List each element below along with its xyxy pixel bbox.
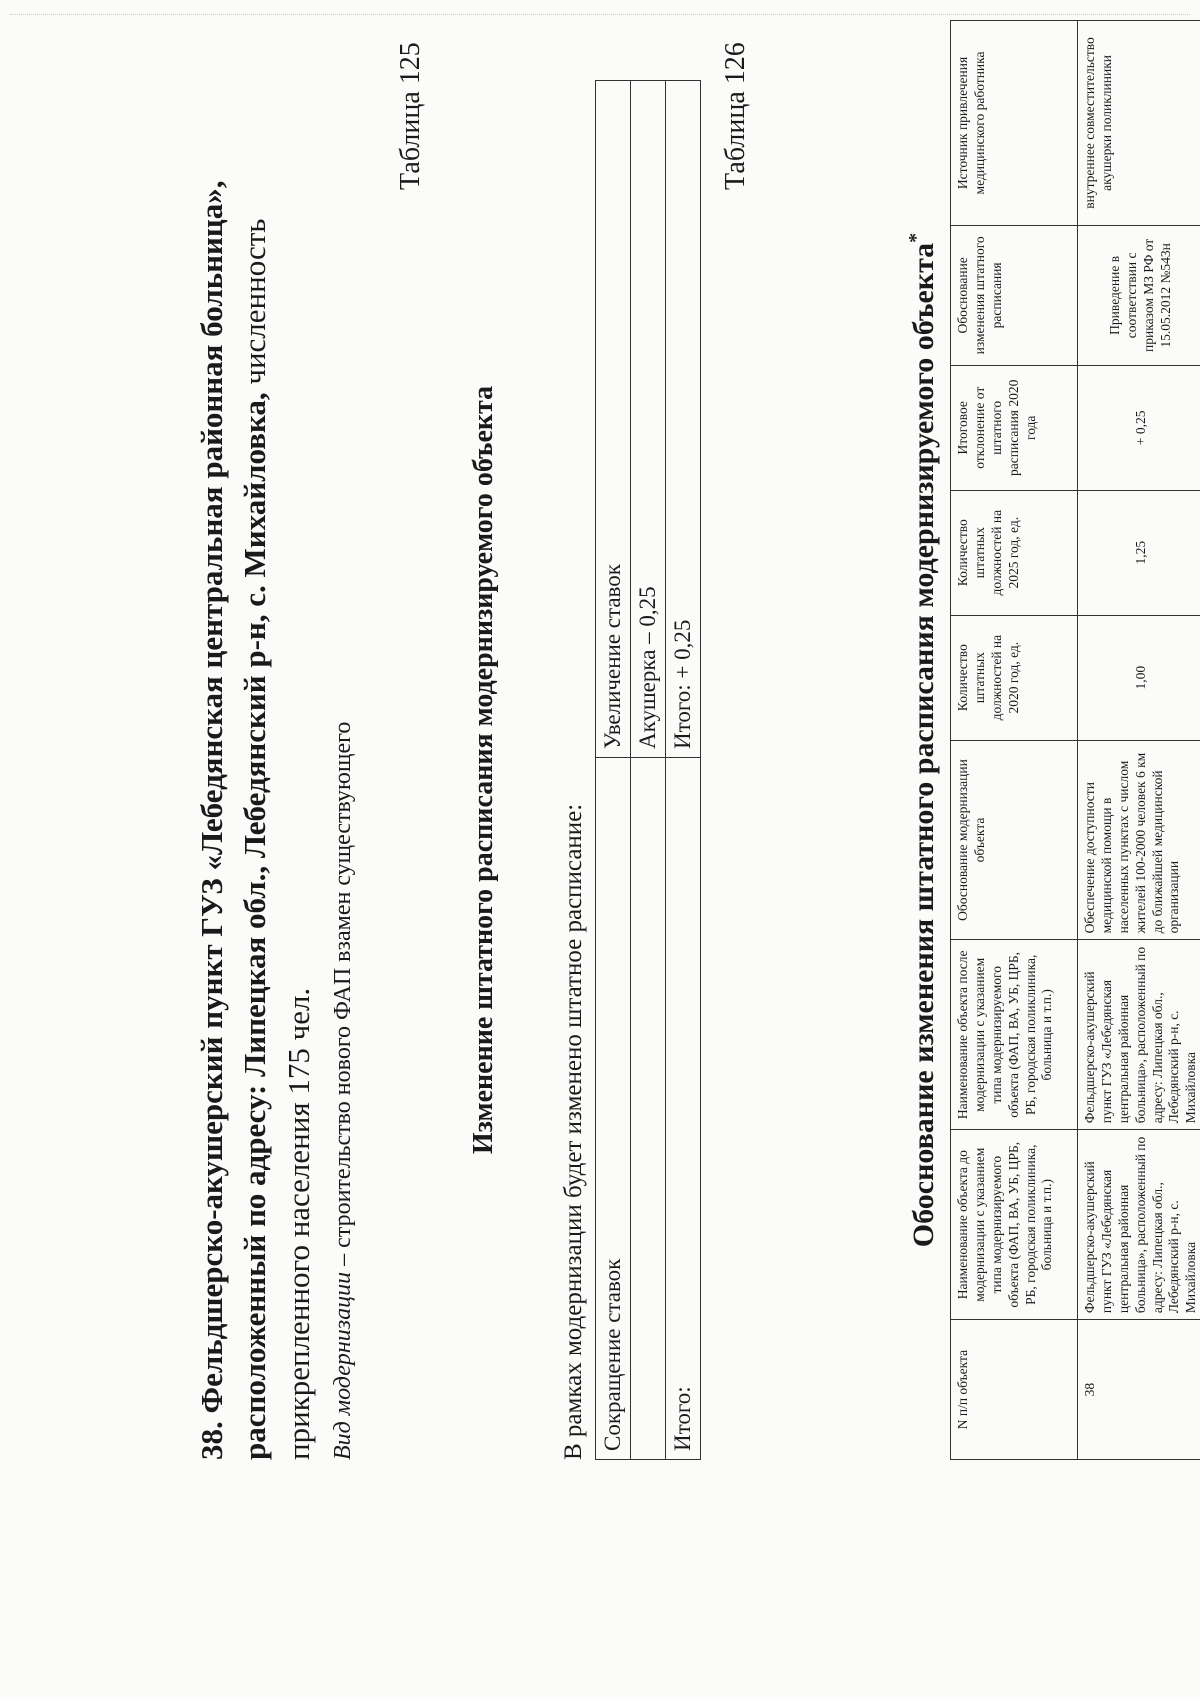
table-row bbox=[631, 81, 666, 1460]
table-header-row bbox=[951, 21, 1078, 1460]
rotated-page bbox=[60, 20, 1199, 1580]
table-125-number: Таблица 125 bbox=[395, 42, 426, 190]
table-125-intro: В рамках модернизации будет изменено штатное расписание: bbox=[560, 803, 587, 1460]
header-cell: N п/п объекта bbox=[951, 1320, 1078, 1460]
header-cell: Обоснование изменения штатного расписания bbox=[951, 225, 1078, 365]
table-cell: 38 bbox=[1078, 1320, 1200, 1460]
modernization-type-label: Вид модернизации bbox=[330, 1271, 356, 1460]
table-cell bbox=[631, 757, 666, 1459]
table-cell: Сокращение ставок bbox=[596, 757, 631, 1459]
header-cell: Источник привлечения медицинского работника bbox=[951, 21, 1078, 226]
staffing-change-table bbox=[595, 80, 701, 1460]
section-title bbox=[190, 20, 320, 1460]
section-title-population: численность прикрепленного населения 175 чел. bbox=[237, 218, 316, 1460]
table-cell: Итого: + 0,25 bbox=[666, 81, 701, 758]
table-cell: + 0,25 bbox=[1078, 365, 1200, 490]
modernization-type-text: – строительство нового ФАП взамен существующего bbox=[330, 721, 356, 1272]
footnote-star: * bbox=[905, 232, 927, 243]
table-cell: Фельдшерско-акушерский пункт ГУЗ «Лебедянская центральная районная больница», расположенный по адресу: Липецкая обл., Лебедянский р-н, с. Михайловка bbox=[1078, 940, 1200, 1130]
header-cell: Количество штатных должностей на 2020 год, ед. bbox=[951, 615, 1078, 740]
table-cell: Фельдшерско-акушерский пункт ГУЗ «Лебедянская центральная районная больница», расположенный по адресу: Липецкая обл., Лебедянский р-н, с. Михайловка bbox=[1078, 1130, 1200, 1320]
table-cell: 1,00 bbox=[1078, 615, 1200, 740]
table-cell: внутреннее совместительство акушерки поликлиники bbox=[1078, 21, 1200, 226]
header-cell: Наименование объекта до модернизации с указанием типа модернизируемого объекта (ФАП, ВА, УБ, ЦРБ, РБ, городская поликлиника, больница и т.п.) bbox=[951, 1130, 1078, 1320]
header-cell: Количество штатных должностей на 2025 год, ед. bbox=[951, 490, 1078, 615]
table-row bbox=[596, 81, 631, 1460]
header-cell: Обоснование модернизации объекта bbox=[951, 740, 1078, 940]
table-row bbox=[1078, 21, 1200, 1460]
table-126-number: Таблица 126 bbox=[720, 42, 751, 190]
section-title-bold: 38. Фельдшерско-акушерский пункт ГУЗ «Лебедянская центральная районная больница», расположенный по адресу: Липецкая обл., Лебедянский р-н, с. Михайловка, bbox=[194, 180, 273, 1460]
table-125-heading: Изменение штатного расписания модернизируемого объекта bbox=[468, 385, 499, 1155]
header-cell: Наименование объекта после модернизации с указанием типа модернизируемого объекта (ФАП, ВА, УБ, ЦРБ, РБ, городская поликлиника, больница и т.п.) bbox=[951, 940, 1078, 1130]
table-cell: Обеспечение доступности медицинской помощи в населенных пунктах с числом жителей 100-2000 человек 6 км до ближайшей медицинской организации bbox=[1078, 740, 1200, 940]
scan-top-edge bbox=[10, 14, 1190, 15]
header-cell: Итоговое отклонение от штатного расписания 2020 года bbox=[951, 365, 1078, 490]
staffing-justification-table bbox=[950, 20, 1200, 1460]
table-row bbox=[666, 81, 701, 1460]
table-cell: 1,25 bbox=[1078, 490, 1200, 615]
table-cell: Увеличение ставок bbox=[596, 81, 631, 758]
modernization-type bbox=[330, 722, 357, 1460]
table-cell: Итого: bbox=[666, 757, 701, 1459]
table-126-heading-text: Обоснование изменения штатного расписания модернизируемого объекта bbox=[907, 242, 940, 1248]
table-126-heading bbox=[905, 20, 941, 1460]
table-cell: Акушерка – 0,25 bbox=[631, 81, 666, 758]
table-cell: Приведение в соответствии с приказом МЗ РФ от 15.05.2012 №543н bbox=[1078, 225, 1200, 365]
